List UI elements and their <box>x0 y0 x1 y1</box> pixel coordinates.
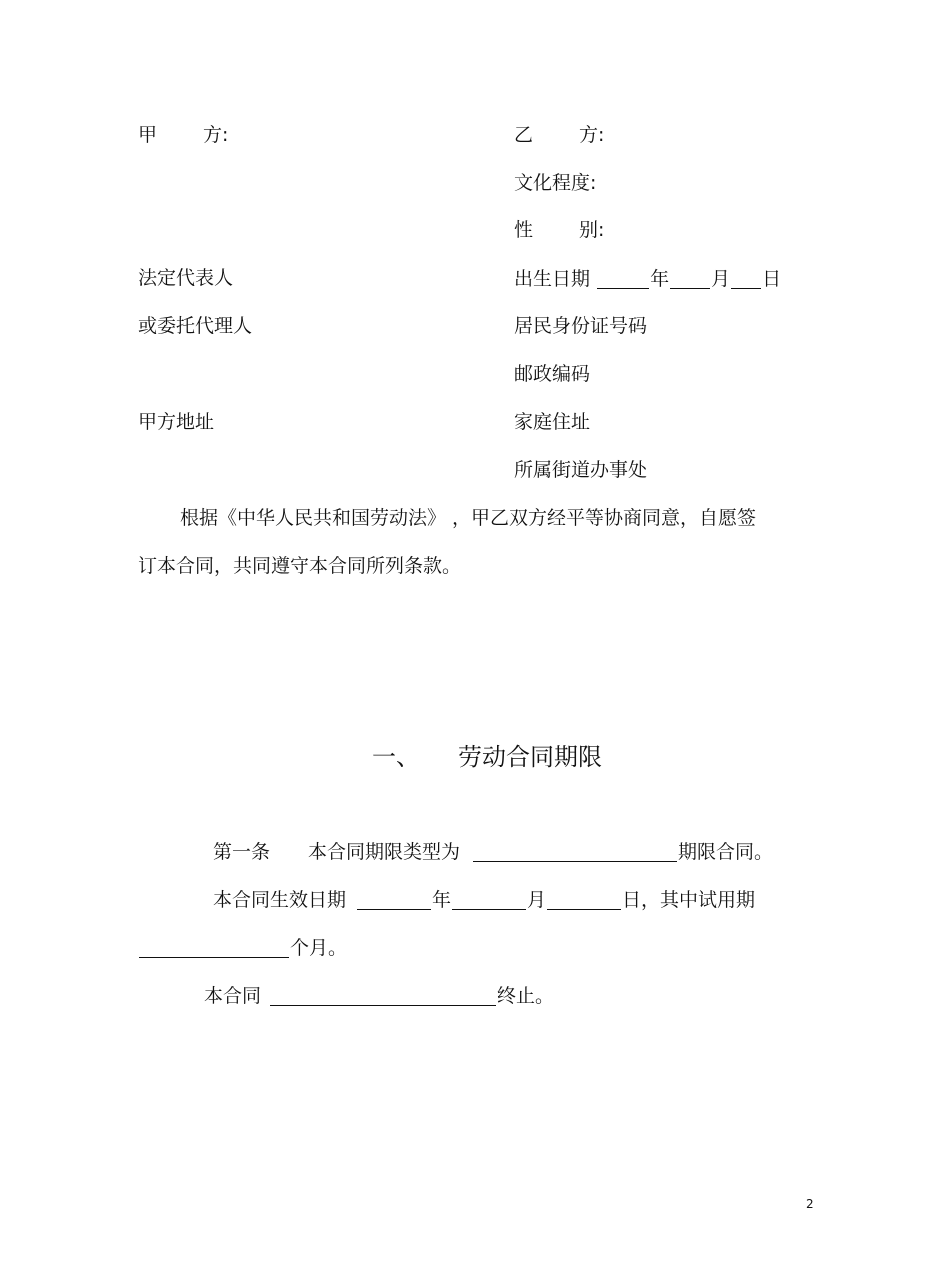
party-a-label: 甲 方: <box>138 124 229 146</box>
effective-year-blank[interactable] <box>357 890 431 910</box>
termination-blank[interactable] <box>270 986 496 1006</box>
section-heading <box>372 745 602 769</box>
effective-month-blank[interactable] <box>452 890 526 910</box>
postal-code-label: 邮政编码 <box>514 363 591 385</box>
home-address-label: 家庭住址 <box>514 411 591 433</box>
termination-line: 本合同 终止。 <box>204 985 555 1007</box>
party-b-label: 乙 方: <box>514 124 605 146</box>
birth-year-blank[interactable] <box>597 269 649 289</box>
effective-date-line: 本合同生效日期 年 月 日，其中试用期 <box>213 889 756 911</box>
preamble-line-1: 根据《中华人民共和国劳动法》 ，甲乙双方经平等协商同意，自愿签 <box>180 507 757 529</box>
contract-type-blank[interactable] <box>473 842 677 862</box>
preamble-line-2: 订本合同，共同遵守本合同所列条款。 <box>138 555 462 577</box>
agent-label: 或委托代理人 <box>138 315 253 337</box>
birth-month-blank[interactable] <box>670 269 710 289</box>
article-1-line: 第一条 本合同期限类型为 期限合同。 <box>213 841 774 863</box>
id-number-label: 居民身份证号码 <box>514 315 648 337</box>
probation-line: 个月。 <box>138 938 347 958</box>
education-label: 文化程度: <box>514 172 597 194</box>
section-title: 劳动合同期限 <box>458 743 602 771</box>
section-number: 一、 <box>372 743 420 771</box>
birth-day-blank[interactable] <box>731 269 761 289</box>
effective-day-blank[interactable] <box>547 890 621 910</box>
legal-representative-label: 法定代表人 <box>138 267 234 289</box>
gender-label: 性 别: <box>514 219 605 241</box>
article-label: 第一条 <box>213 841 271 863</box>
street-office-label: 所属街道办事处 <box>514 459 648 481</box>
page-number: 2 <box>806 1197 814 1211</box>
probation-months-blank[interactable] <box>139 938 289 958</box>
party-a-address-label: 甲方地址 <box>138 411 215 433</box>
birth-date-field: 出生日期 年 月 日 <box>514 268 782 290</box>
